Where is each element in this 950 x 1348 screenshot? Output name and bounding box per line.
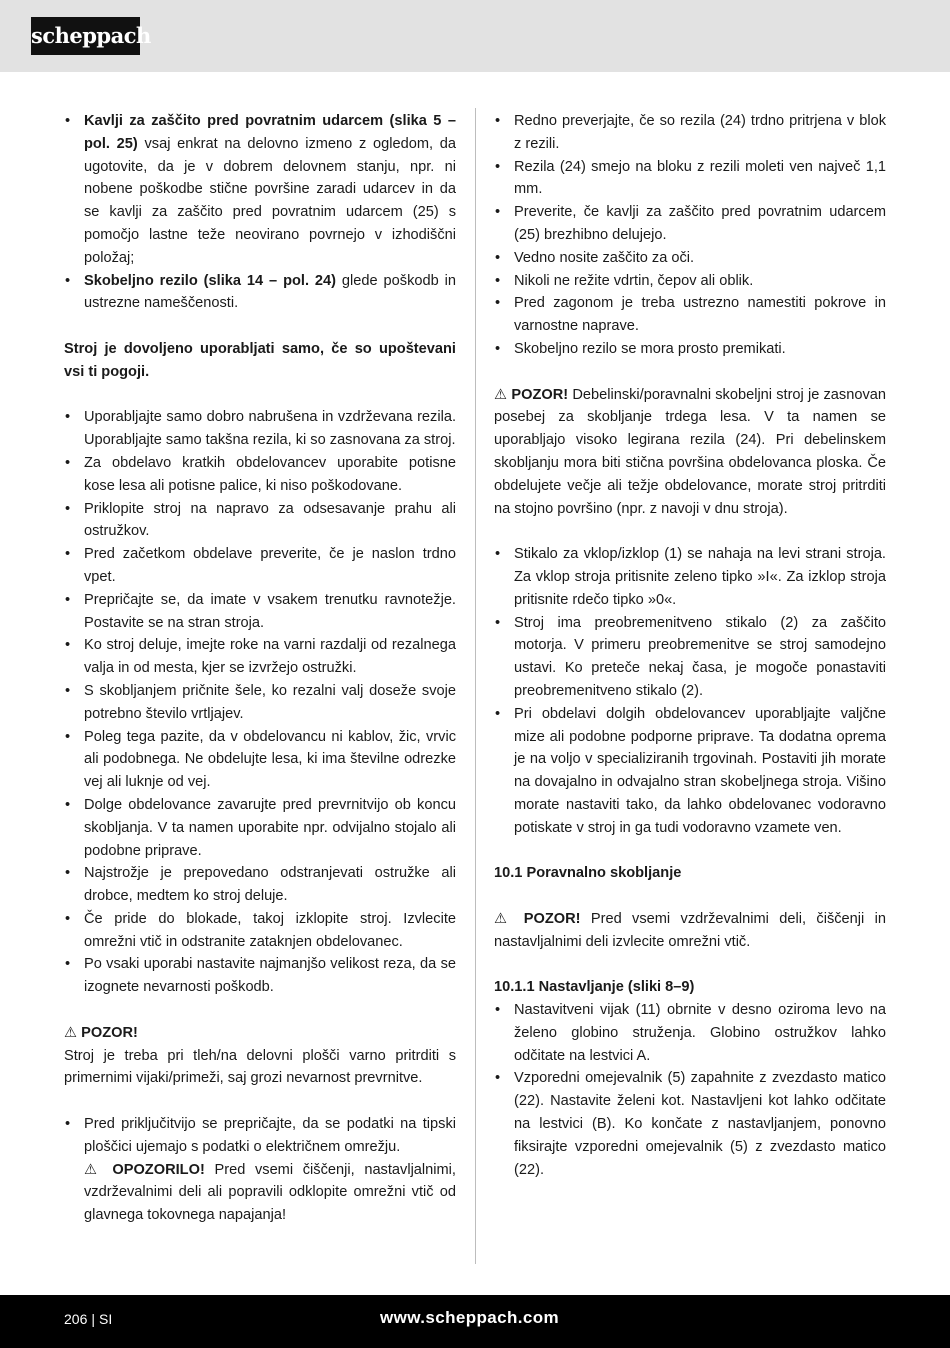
pozor-paragraph: ⚠ POZOR! Pred vsemi vzdrževalnimi deli, čiščenji in nastavljalnimi deli izvlecite omrežni vtič. (494, 910, 886, 950)
list-item: • Kavlji za zaščito pred povratnim udarcem (slika 5 – pol. 25) vsaj enkrat na delovno izmeno z ogledom, da ugotovite, da je v dobrem delovnem stanju, npr. ni nobene poškodbe stične površine zaradi udarcev in da se kavlji za zaščito pred povratnim udarcem (25) s pomočjo lastne teže neovirano povrnejo v izhodiščni položaj; (64, 110, 456, 270)
list-item: • Pred začetkom obdelave preverite, če je naslon trdno vpet. (64, 543, 456, 589)
subsection-heading: 10.1.1 Nastavljanje (sliki 8–9) (494, 979, 695, 996)
blade-check-list (494, 110, 886, 361)
operation-list (494, 543, 886, 839)
list-item: • Rezila (24) smejo na bloku z rezili moleti ven največ 1,1 mm. (494, 156, 886, 202)
conditions-statement: Stroj je dovoljeno uporabljati samo, če so upoštevani vsi ti pogoji. (64, 340, 456, 380)
pozor-paragraph: ⚠ POZOR! Debelinski/poravnalni skobeljni stroj je zasnovan posebej za skobljanje trdega lesa. V ta namen se uporabljajo visoko legirana rezila (24). Pri debelinskem skobljanju mora biti stična površina obdelovanca ploska. Če obdelujete večje ali težje obdelovance, morate stroj pritrditi na stojno površino (npr. z navoji v dnu stroja). (494, 386, 886, 517)
opozorilo-label: OPOZORILO! (112, 1161, 205, 1178)
list-item: • Za obdelavo kratkih obdelovancev uporabite potisne kose lesa ali potisne palice, ki niso poškodovane. (64, 452, 456, 498)
list-item: • Po vsaki uporabi nastavite najmanjšo velikost reza, da se izognete nevarnosti poškodb. (64, 953, 456, 999)
section-heading: 10.1 Poravnalno skobljanje (494, 865, 682, 882)
list-item: • Pred zagonom je treba ustrezno namestiti pokrove in varnostne naprave. (494, 292, 886, 338)
adjustment-list (494, 999, 886, 1181)
list-item: • Prepričajte se, da imate v vsakem trenutku ravnotežje. Postavite se na stran stroja. (64, 589, 456, 635)
list-item: • Priklopite stroj na napravo za odsesavanje prahu ali ostružkov. (64, 498, 456, 544)
list-item: • Vedno nosite zaščito za oči. (494, 247, 886, 270)
page-number: 206 | SI (64, 1311, 113, 1327)
left-column (64, 110, 456, 1227)
warning-icon: ⚠ (494, 386, 508, 403)
warning-icon: ⚠ (84, 1161, 103, 1178)
list-item: • Najstrožje je prepovedano odstranjevati ostružke ali drobce, medtem ko stroj deluje. (64, 862, 456, 908)
safety-list (64, 406, 456, 999)
list-item: • Vzporedni omejevalnik (5) zapahnite z zvezdasto matico (22). Nastavite želeni kot. Nastavljeni kot lahko odčitate na lestvici (B). Ko končate z nastavljanjem, ponovno fiksirajte vzporedni omejevalnik (5) z zvezdasto matico (22). (494, 1067, 886, 1181)
list-item: • Redno preverjajte, če so rezila (24) trdno pritrjena v blok z rezili. (494, 110, 886, 156)
list-item: • Pred priključitvijo se prepričajte, da se podatki na tipski ploščici ujemajo s podatki o električnem omrežju. ⚠ OPOZORILO! Pred vsemi čiščenji, nastavljalnimi, vzdrževalnimi deli ali popravili odklopite omrežni vtič od glavnega tokovnega napajanja! (64, 1113, 456, 1227)
check-list (64, 110, 456, 315)
list-item: • S skobljanjem pričnite šele, ko rezalni valj doseže svoje potrebno število vrtljajev. (64, 680, 456, 726)
list-item: • Nikoli ne režite vdrtin, čepov ali oblik. (494, 270, 886, 293)
page-footer (0, 1295, 950, 1348)
electrical-list (64, 1113, 456, 1227)
website-url: www.scheppach.com (380, 1308, 560, 1327)
list-item: • Skobeljno rezilo (slika 14 – pol. 24) glede poškodb in ustrezne nameščenosti. (64, 270, 456, 316)
column-divider (475, 108, 476, 1264)
list-item: • Preverite, če kavlji za zaščito pred povratnim udarcem (25) brezhibno delujejo. (494, 201, 886, 247)
list-item: • Ko stroj deluje, imejte roke na varni razdalji od rezalnega valja in od mesta, kjer se izvržejo ostružki. (64, 634, 456, 680)
right-column (494, 110, 886, 1181)
warning-icon: ⚠ (494, 910, 514, 927)
list-item: • Pri obdelavi dolgih obdelovancev uporabljajte valjčne mize ali podobne podporne priprave. Ta dodatna oprema je na voljo v specializiranih trgovinah. Postaviti jih morate na dovajalno in odvajalno stran skobeljnega stroja. Višino morate nastaviti tako, da lahko obdelovanec vodoravno potiskate v stroj in ga tudi vodoravno vzamete ven. (494, 703, 886, 840)
list-item: • Poleg tega pazite, da v obdelovancu ni kablov, žic, vrvic ali podobnega. Ne obdelujte lesa, ki ima številne odrezke vej ali luknje od vej. (64, 726, 456, 794)
warning-icon: ⚠ (64, 1024, 78, 1041)
list-item: • Nastavitveni vijak (11) obrnite v desno oziroma levo na želeno globino struženja. Globino ostružkov lahko odčitate na lestvici A. (494, 999, 886, 1067)
list-item: • Dolge obdelovance zavarujte pred prevrnitvijo ob koncu skobljanja. V ta namen uporabite npr. odvijalno stojalo ali podobne priprave. (64, 794, 456, 862)
opozorilo-text: Pred vsemi čiščenji, nastavljalnimi, vzdrževalnimi deli ali popravili odklopite omrežni vtič od glavnega tokovnega napajanja! (84, 1161, 456, 1224)
list-item: • Če pride do blokade, takoj izklopite stroj. Izvlecite omrežni vtič in odstranite zataknjen obdelovanec. (64, 908, 456, 954)
list-item: • Stikalo za vklop/izklop (1) se nahaja na levi strani stroja. Za vklop stroja pritisnite zeleno tipko »I«. Za izklop stroja pritisnite rdečo tipko »0«. (494, 543, 886, 611)
page-header (0, 0, 950, 72)
scheppach-logo: scheppach (31, 17, 140, 55)
list-item: • Skobeljno rezilo se mora prosto premikati. (494, 338, 886, 361)
list-item: • Stroj ima preobremenitveno stikalo (2) za zaščito motorja. V primeru preobremenitve se stroj samodejno ustavi. Ko preteče nekaj časa, je mogoče ponastaviti preobremenitveno stikalo (2). (494, 612, 886, 703)
pozor-text: Stroj je treba pri tleh/na delovni plošči varno pritrditi s primernimi vijaki/primeži, saj grozi nevarnost prevrnitve. (64, 1047, 456, 1087)
pozor-heading: ⚠ POZOR! (64, 1024, 138, 1041)
list-item: • Uporabljajte samo dobro nabrušena in vzdrževana rezila. Uporabljajte samo takšna rezila, ki so zasnovana za stroj. (64, 406, 456, 452)
